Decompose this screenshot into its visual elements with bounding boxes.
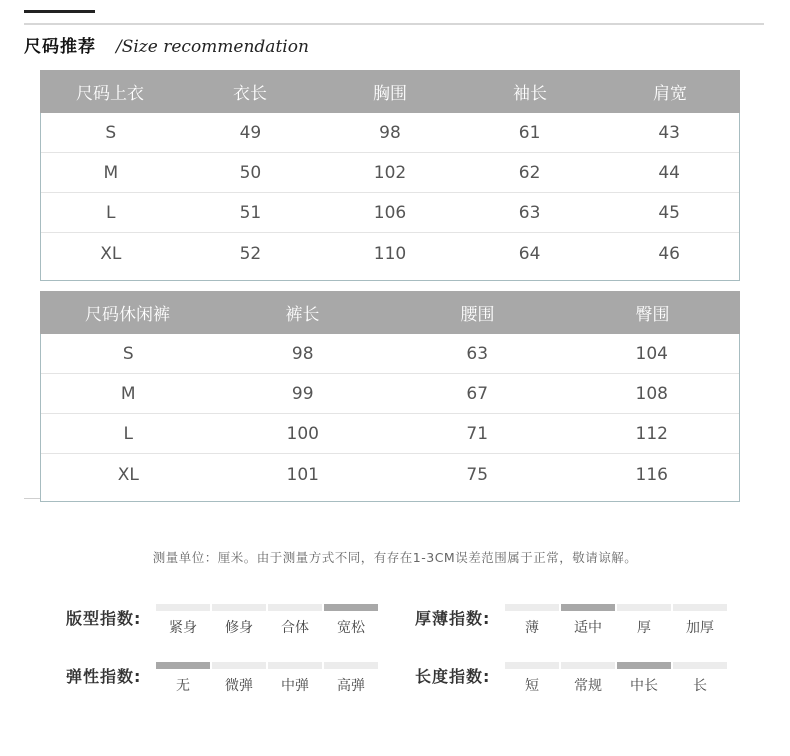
table-header [40,291,740,334]
scale-label: 高弹 [337,678,365,694]
table-cell: M [103,162,119,183]
scale-segment [673,604,727,637]
table-cell: M [120,383,136,404]
header-cell: 裤长 [285,305,320,325]
table-cell: 64 [518,243,541,264]
table-cell: 71 [466,423,489,444]
table-cell: 43 [658,122,680,143]
scale-segment [156,662,210,695]
table-cell: 100 [286,423,319,444]
scale-bar [212,662,266,669]
table-row [41,414,739,454]
table-cell: 61 [518,122,541,143]
elasticity-index [66,662,386,708]
table-cell: S [105,122,117,143]
scale-bar [212,604,266,611]
length-index-scale [505,662,729,695]
scale-segment [324,662,378,695]
table-cell: L [106,202,116,223]
scale-segment [505,662,559,695]
scale-label: 加厚 [686,620,714,636]
scale-bar [505,662,559,669]
fit-index-label: 版型指数: [66,609,142,628]
table-cell: 52 [239,243,262,264]
length-index [415,662,735,708]
scale-segment [505,604,559,637]
table-cell: 67 [466,383,489,404]
scale-segment [212,604,266,637]
table-cell: 116 [635,464,668,485]
header-cell: 臀围 [635,305,670,325]
table-cell: 98 [379,122,401,143]
table-cell: 46 [658,243,680,264]
table-cell: 112 [635,423,668,444]
scale-bar [324,662,378,669]
scale-label: 宽松 [337,620,365,636]
table-cell: 75 [466,464,489,485]
header-cell: 衣长 [233,84,267,104]
table-row [41,334,739,374]
table-cell: S [122,343,134,364]
elasticity-index-scale [156,662,380,695]
table-row [41,454,739,495]
table-row [41,193,739,233]
table-row [41,374,739,414]
fit-index [66,604,386,650]
section-title [24,32,309,56]
scale-segment [561,604,615,637]
scale-bar [561,662,615,669]
table-cell: 110 [373,243,407,264]
scale-label: 薄 [525,620,539,636]
header-cell: 袖长 [513,84,547,104]
title-accent-bar [24,10,95,13]
scale-label: 无 [176,678,190,694]
scale-segment [324,604,378,637]
table-cell: XL [100,243,122,264]
scale-bar [617,662,671,669]
table-cell: 50 [239,162,262,183]
table-header [40,70,740,113]
scale-segment [561,662,615,695]
table-cell: 102 [373,162,407,183]
scale-bar [617,604,671,611]
scale-label: 合体 [281,620,309,636]
scale-segment [673,662,727,695]
scale-bar [156,662,210,669]
table-cell: 101 [286,464,319,485]
scale-label: 中弹 [281,678,309,694]
thickness-index [415,604,735,650]
tops-size-table [40,70,740,281]
scale-label: 适中 [574,620,602,636]
scale-label: 紧身 [169,620,197,636]
header-cell: 尺码上衣 [76,84,144,104]
header-cell: 胸围 [373,84,407,104]
scale-segment [268,662,322,695]
table-cell: 99 [291,383,314,404]
table-cell: L [123,423,133,444]
scale-bar [673,604,727,611]
table-row [41,233,739,274]
section-title-en: /Size recommendation [116,37,309,57]
scale-label: 厚 [637,620,651,636]
table-cell: 106 [373,202,407,223]
table-cell: 98 [291,343,314,364]
table-cell: 49 [239,122,262,143]
scale-label: 长 [693,678,707,694]
scale-label: 中长 [630,678,658,694]
header-cell: 尺码休闲裤 [85,305,170,325]
header-cell: 肩宽 [653,84,687,104]
thickness-index-label: 厚薄指数: [415,609,491,628]
header-cell: 腰围 [460,305,495,325]
scale-label: 短 [525,678,539,694]
scale-bar [505,604,559,611]
scale-segment [156,604,210,637]
scale-bar [324,604,378,611]
footer-divider [24,498,40,499]
scale-segment [617,662,671,695]
table-row [41,113,739,153]
table-cell: 62 [518,162,541,183]
pants-size-table [40,291,740,502]
length-index-label: 长度指数: [415,667,491,686]
table-row [41,153,739,193]
table-cell: XL [117,464,139,485]
fit-index-scale [156,604,380,637]
scale-bar [561,604,615,611]
elasticity-index-label: 弹性指数: [66,667,142,686]
scale-bar [268,604,322,611]
scale-segment [212,662,266,695]
scale-bar [156,604,210,611]
scale-label: 微弹 [225,678,253,694]
scale-segment [268,604,322,637]
section-title-cn: 尺码推荐 [24,37,96,57]
scale-bar [268,662,322,669]
scale-label: 修身 [225,620,253,636]
table-cell: 108 [635,383,668,404]
table-cell: 44 [658,162,680,183]
table-cell: 63 [466,343,489,364]
header-divider [24,23,764,25]
table-cell: 104 [635,343,668,364]
table-cell: 51 [239,202,262,223]
scale-segment [617,604,671,637]
scale-bar [673,662,727,669]
measurement-note: 测量单位：厘米。由于测量方式不同，有存在1-3CM误差范围属于正常，敬请谅解。 [152,550,638,565]
table-cell: 45 [658,202,680,223]
table-cell: 63 [518,202,541,223]
scale-label: 常规 [574,678,602,694]
thickness-index-scale [505,604,729,637]
